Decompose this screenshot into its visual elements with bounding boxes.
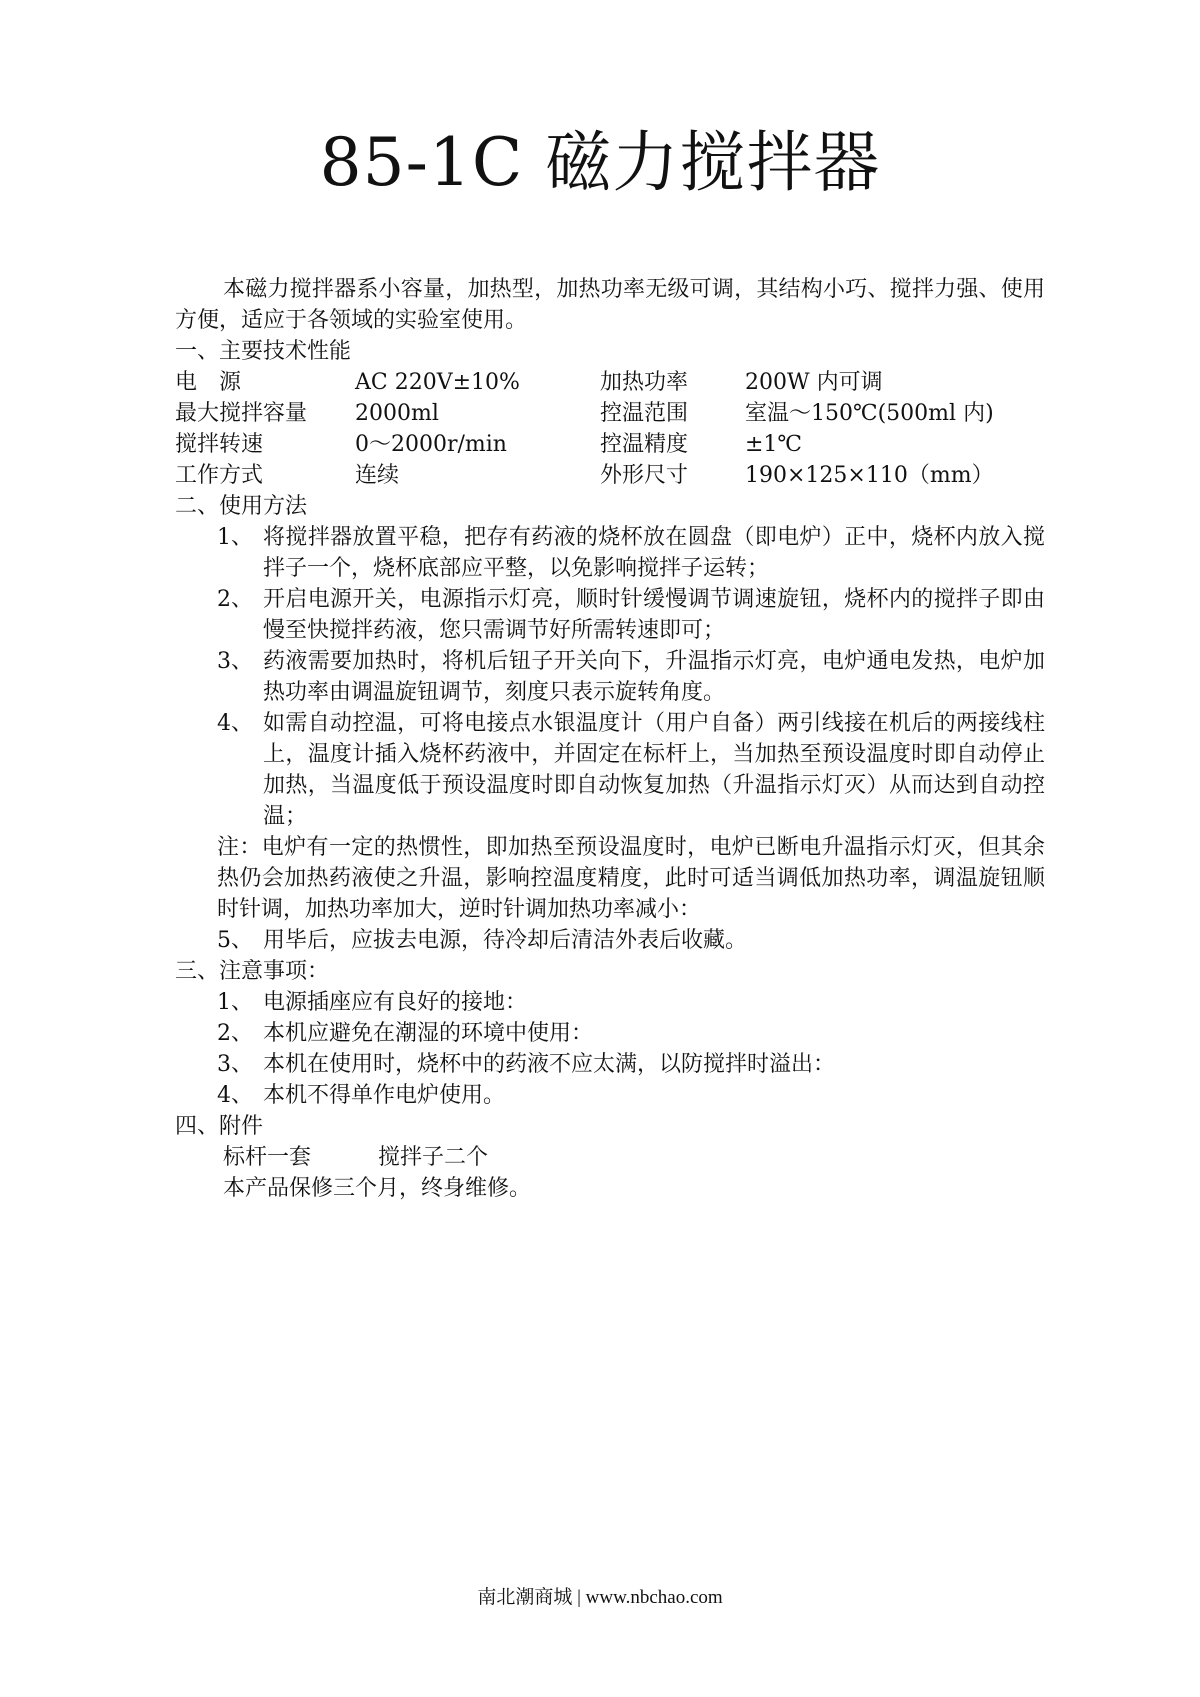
item-number: 3、 <box>217 649 253 674</box>
warranty-text: 本产品保修三个月，终身维修。 <box>223 1176 532 1201</box>
section-heading-specs: 一、主要技术性能 <box>175 339 352 364</box>
spec-value: 连续 <box>355 463 400 488</box>
item-text: 如需自动控温，可将电接点水银温度计（用户自备）两引线接在机后的两接线柱上，温度计插入烧杯药液中，并固定在标杆上，当加热至预设温度时即自动停止加热，当温度低于预设温度时即自动恢复加热（升温指示灯灭）从而达到自动控温； <box>263 711 1045 829</box>
list-item <box>217 1018 1045 1049</box>
spec-value: 190×125×110（mm） <box>745 463 994 488</box>
spec-value: 0～2000r/min <box>355 432 507 457</box>
item-text: 本机不得单作电炉使用。 <box>263 1083 506 1108</box>
spec-value: 2000ml <box>355 401 439 426</box>
item-text: 药液需要加热时，将机后钮子开关向下，升温指示灯亮，电炉通电发热，电炉加热功率由调温旋钮调节，刻度只表示旋转角度。 <box>263 649 1045 705</box>
accessory-item: 搅拌子二个 <box>378 1145 489 1170</box>
accessory-item: 标杆一套 <box>223 1145 312 1170</box>
spec-row <box>175 460 1045 491</box>
spec-label: 最大搅拌容量 <box>175 401 308 426</box>
item-number: 2、 <box>217 1021 253 1046</box>
item-number: 1、 <box>217 990 253 1015</box>
spec-label: 控温范围 <box>600 401 689 426</box>
list-item <box>217 708 1045 832</box>
item-text: 用毕后，应拔去电源，待冷却后清洁外表后收藏。 <box>263 928 748 953</box>
spec-row <box>175 429 1045 460</box>
list-item <box>217 987 1045 1018</box>
list-item <box>217 925 1045 956</box>
item-text: 电源插座应有良好的接地： <box>263 990 528 1015</box>
spec-value: 200W 内可调 <box>745 370 883 395</box>
list-item <box>217 584 1045 646</box>
spec-label: 电 源 <box>175 370 242 395</box>
section-heading-precautions: 三、注意事项： <box>175 959 330 984</box>
item-text: 本机在使用时，烧杯中的药液不应太满，以防搅拌时溢出： <box>263 1052 836 1077</box>
item-number: 4、 <box>217 1083 253 1108</box>
spec-label: 加热功率 <box>600 370 689 395</box>
item-number: 2、 <box>217 587 253 612</box>
spec-row <box>175 367 1045 398</box>
item-number: 4、 <box>217 711 253 736</box>
section-heading-accessories: 四、附件 <box>175 1114 264 1139</box>
spec-label: 控温精度 <box>600 432 689 457</box>
spec-value: 室温～150℃(500ml 内) <box>745 401 994 426</box>
list-item <box>217 646 1045 708</box>
intro-text: 本磁力搅拌器系小容量，加热型，加热功率无级可调，其结构小巧、搅拌力强、使用方便，适应于各领域的实验室使用。 <box>175 277 1045 333</box>
spec-row <box>175 398 1045 429</box>
section-heading-usage: 二、使用方法 <box>175 494 308 519</box>
document-body <box>175 274 1045 1204</box>
page-footer: 南北潮商城 | www.nbchao.com <box>477 1587 723 1608</box>
item-text: 将搅拌器放置平稳，把存有药液的烧杯放在圆盘（即电炉）正中，烧杯内放入搅拌子一个，烧杯底部应平整，以免影响搅拌子运转； <box>263 525 1045 581</box>
list-item <box>217 522 1045 584</box>
list-item <box>217 1049 1045 1080</box>
item-text: 本机应避免在潮湿的环境中使用： <box>263 1021 594 1046</box>
item-text: 开启电源开关，电源指示灯亮，顺时针缓慢调节调速旋钮，烧杯内的搅拌子即由慢至快搅拌药液，您只需调节好所需转速即可； <box>263 587 1045 643</box>
usage-note: 注：电炉有一定的热惯性，即加热至预设温度时，电炉已断电升温指示灯灭，但其余热仍会加热药液使之升温，影响控温度精度，此时可适当调低加热功率，调温旋钮顺时针调，加热功率加大，逆时针调加热功率减小： <box>217 835 1045 922</box>
spec-label: 搅拌转速 <box>175 432 264 457</box>
page-title: 85-1C 磁力搅拌器 <box>319 124 881 201</box>
spec-label: 工作方式 <box>175 463 264 488</box>
item-number: 5、 <box>217 928 253 953</box>
spec-value: ±1℃ <box>745 432 803 457</box>
accessory-list <box>175 1142 1045 1173</box>
item-number: 3、 <box>217 1052 253 1077</box>
spec-label: 外形尺寸 <box>600 463 689 488</box>
spec-value: AC 220V±10% <box>355 370 520 395</box>
intro-paragraph <box>175 274 1045 336</box>
item-number: 1、 <box>217 525 253 550</box>
list-item <box>217 1080 1045 1111</box>
